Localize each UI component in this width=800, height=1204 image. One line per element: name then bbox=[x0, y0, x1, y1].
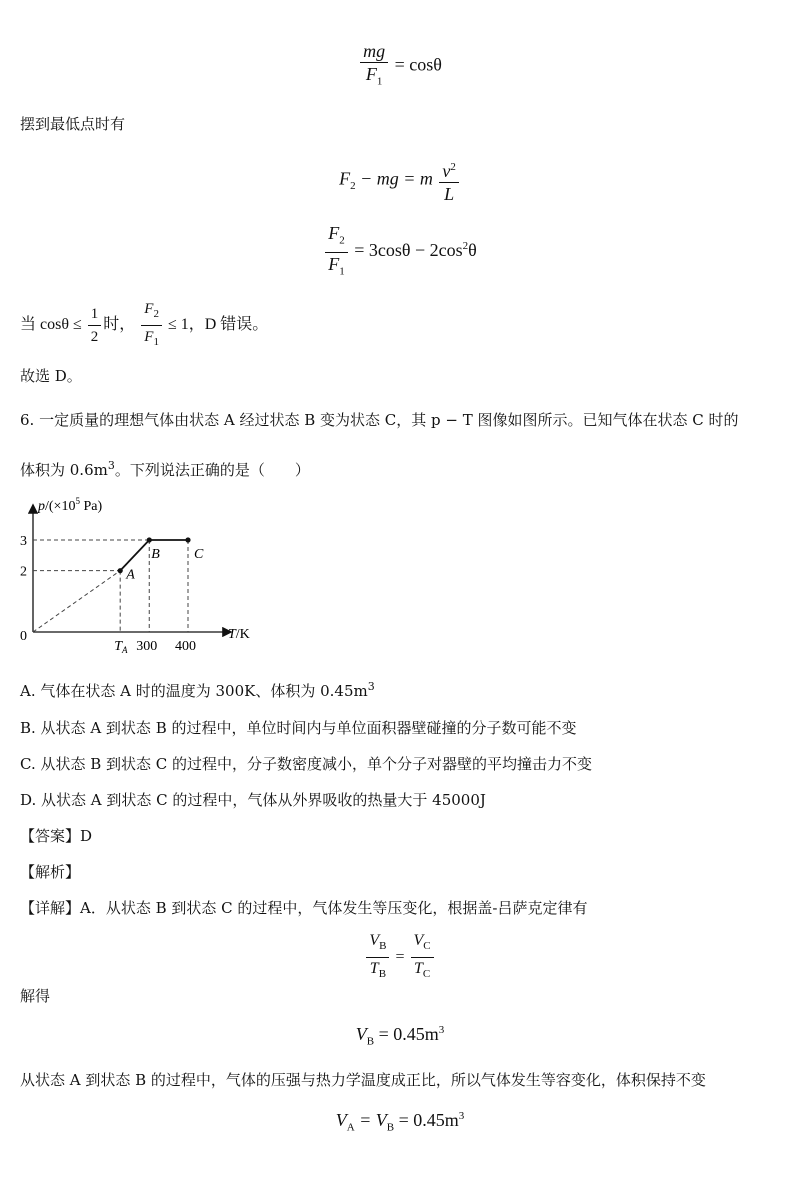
analysis-heading: 【解析】 bbox=[20, 863, 81, 881]
x-tick-300: 300 bbox=[136, 639, 158, 654]
y-tick-2: 2 bbox=[20, 564, 27, 580]
equation-force-ratio: $\frac{F_2}{F_1}$ = $3\cos\theta - 2\cos^2\theta$ bbox=[0, 222, 800, 282]
point-c bbox=[185, 537, 190, 542]
text-lowest-point: 摆到最低点时有 bbox=[20, 115, 126, 133]
equation-va-vb: $V_A = V_B = 0.45m^3$ bbox=[335, 1110, 465, 1134]
option-c: C. 从状态 B 到状态 C 的过程中，分子数密度减小，单个分子对器壁的平均撞击力不变 bbox=[20, 755, 593, 773]
equation-gay-lussac: $\frac{V_B}{T_B}$ = $\frac{V_C}{T_C}$ bbox=[0, 930, 800, 985]
question-6-line1: 6. 一定质量的理想气体由状态 A 经过状态 B 变为状态 C，其 p − T 图像如图所示。已知气体在状态 C 时的 bbox=[20, 411, 739, 429]
text-solve: 解得 bbox=[20, 987, 51, 1005]
option-b: B. 从状态 A 到状态 B 的过程中，单位时间内与单位面积器壁碰撞的分子数可能不变 bbox=[20, 719, 577, 737]
point-label-c: C bbox=[194, 547, 204, 562]
y-tick-3: 3 bbox=[20, 534, 27, 549]
x-tick-ta: $T_A$ bbox=[114, 639, 128, 655]
detail-text: 【详解】A．从状态 B 到状态 C 的过程中，气体发生等压变化，根据盖-吕萨克定律有 bbox=[20, 899, 588, 917]
equation-vb: $V_B = 0.45m^3$ bbox=[355, 1024, 445, 1048]
line-a-to-b bbox=[120, 540, 149, 571]
text-condition: 当 cosθ ≤ $\frac{1}{2}$ 时， $\frac{F_2}{F_1}$ ≤ 1，D 错误。 bbox=[20, 298, 268, 353]
pt-chart bbox=[0, 490, 300, 660]
y-axis-label: $p/(\times 10^5$ Pa) bbox=[38, 496, 103, 514]
equation-tension-ratio: $\frac{mg}{F_1}$ = cosθ bbox=[0, 40, 800, 93]
point-b bbox=[147, 537, 152, 542]
text-choose-d: 故选 D。 bbox=[20, 367, 82, 385]
text-a-to-b: 从状态 A 到状态 B 的过程中，气体的压强与热力学温度成正比，所以气体发生等容变化，体积保持不变 bbox=[20, 1071, 706, 1089]
point-a bbox=[118, 568, 123, 573]
option-a: A. 气体在状态 A 时的温度为 300K、体积为 $0.45m^3$ bbox=[20, 680, 375, 700]
origin-label: 0 bbox=[20, 629, 27, 644]
x-tick-400: 400 bbox=[175, 639, 196, 654]
equation-centripetal: $F_2$ − mg = m $\frac{v^2}{L}$ bbox=[0, 156, 800, 205]
dashed-origin-to-a bbox=[33, 571, 120, 632]
point-label-a: A bbox=[126, 567, 135, 583]
answer: 【答案】D bbox=[20, 827, 93, 845]
option-d: D. 从状态 A 到状态 C 的过程中，气体从外界吸收的热量大于 45000J bbox=[20, 791, 486, 809]
point-label-b: B bbox=[151, 547, 160, 562]
question-6-line2: 体积为 $0.6m^3$。下列说法正确的是（ ） bbox=[20, 459, 310, 479]
x-axis-label: T/K bbox=[228, 627, 250, 642]
